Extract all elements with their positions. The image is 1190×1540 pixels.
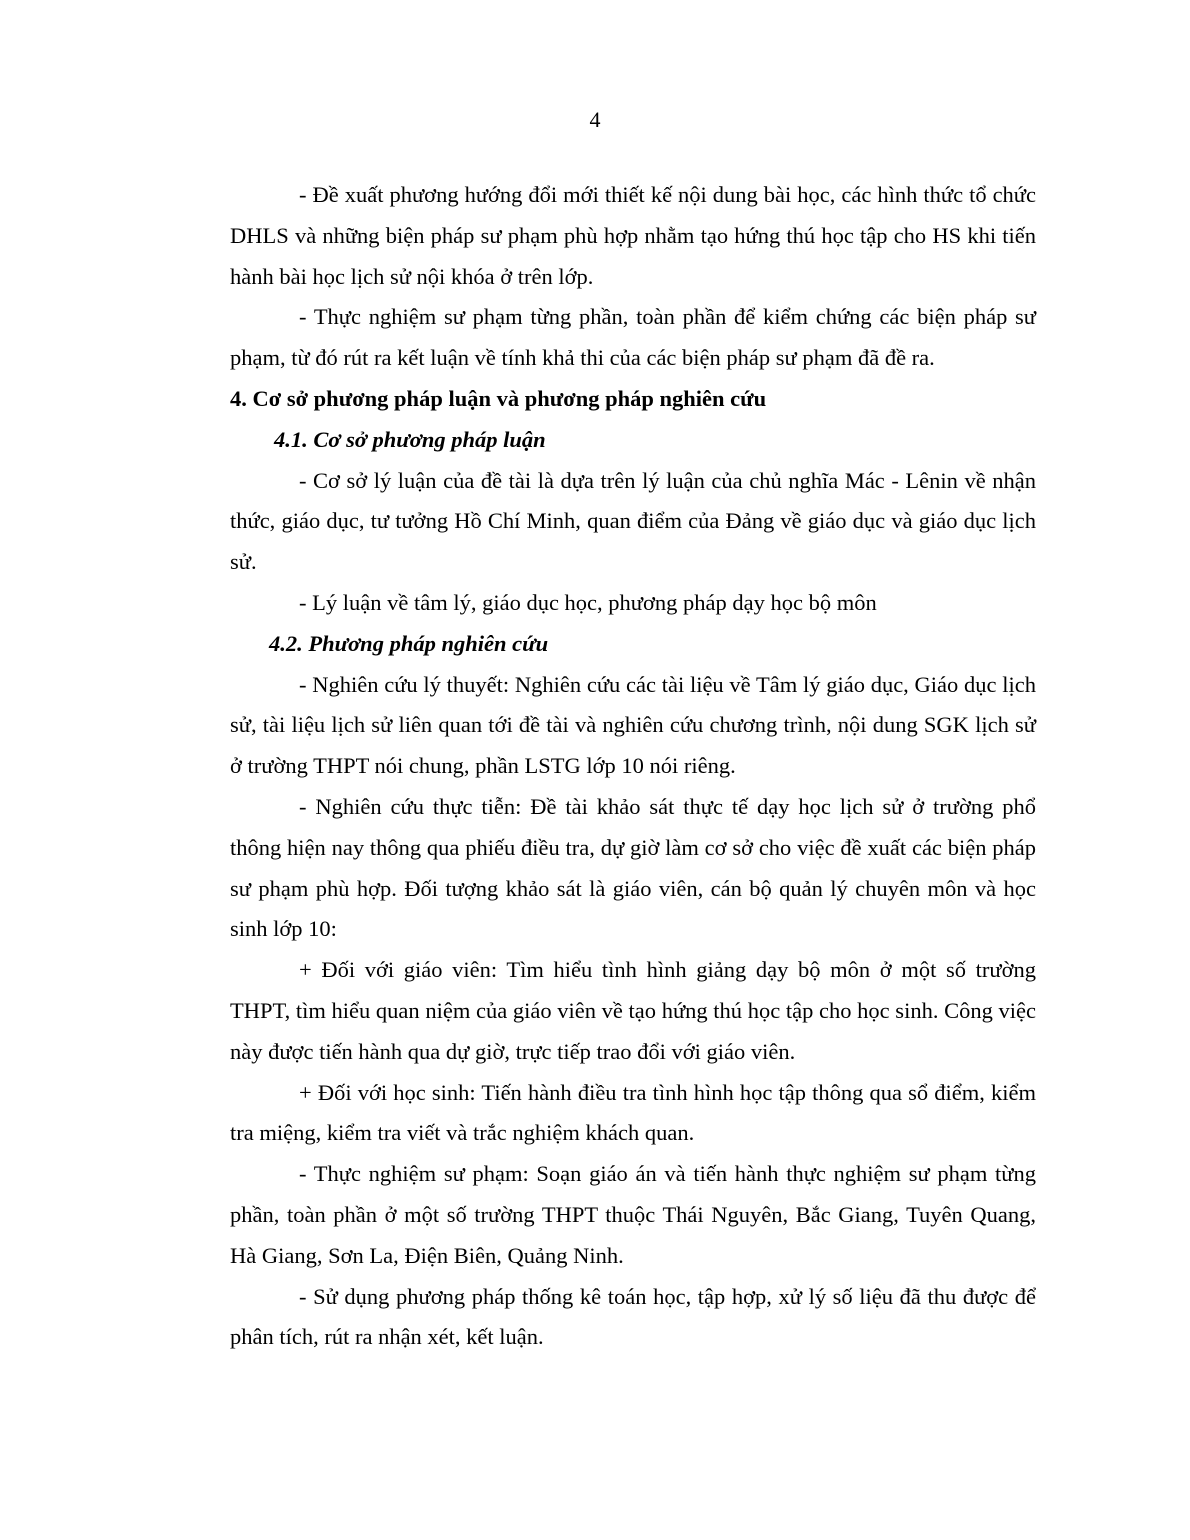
section-heading-4: 4. Cơ sở phương pháp luận và phương pháp nghiên cứu bbox=[230, 385, 767, 411]
paragraph-proposal: - Đề xuất phương hướng đổi mới thiết kế nội dung bài học, các hình thức tổ chức DHLS và những biện pháp sư phạm phù hợp nhằm tạo hứng thú học tập cho HS khi tiến hành bài học lịch sử nội khóa ở trên lớp. bbox=[230, 182, 1036, 289]
document-body bbox=[230, 175, 1036, 1358]
paragraph-psychology: - Lý luận về tâm lý, giáo dục học, phương pháp dạy học bộ môn bbox=[299, 589, 877, 615]
subsection-heading-4-1: 4.1. Cơ sở phương pháp luận bbox=[274, 426, 546, 452]
paragraph-statistics: - Sử dụng phương pháp thống kê toán học, tập hợp, xử lý số liệu đã thu được để phân tích, rút ra nhận xét, kết luận. bbox=[230, 1283, 1036, 1350]
paragraph-pedagogical-experiment: - Thực nghiệm sư phạm: Soạn giáo án và tiến hành thực nghiệm sư phạm từng phần, toàn phần ở một số trường THPT thuộc Thái Nguyên, Bắc Giang, Tuyên Quang, Hà Giang, Sơn La, Điện Biên, Quảng Ninh. bbox=[230, 1161, 1036, 1268]
paragraph-practical-research: - Nghiên cứu thực tiễn: Đề tài khảo sát thực tế dạy học lịch sử ở trường phổ thông hiện nay thông qua phiếu điều tra, dự giờ làm cơ sở cho việc đề xuất các biện pháp sư phạm phù hợp. Đối tượng khảo sát là giáo viên, cán bộ quản lý chuyên môn và học sinh lớp 10: bbox=[230, 793, 1036, 942]
paragraph-teachers: + Đối với giáo viên: Tìm hiểu tình hình giảng dạy bộ môn ở một số trường THPT, tìm hiểu quan niệm của giáo viên về tạo hứng thú học tập cho học sinh. Công việc này được tiến hành qua dự giờ, trực tiếp trao đổi với giáo viên. bbox=[230, 957, 1036, 1064]
paragraph-theory-basis: - Cơ sở lý luận của đề tài là dựa trên lý luận của chủ nghĩa Mác - Lênin về nhận thức, giáo dục, tư tưởng Hồ Chí Minh, quan điểm của Đảng về giáo dục và giáo dục lịch sử. bbox=[230, 467, 1036, 575]
paragraph-students: + Đối với học sinh: Tiến hành điều tra tình hình học tập thông qua sổ điểm, kiểm tra miệng, kiểm tra viết và trắc nghiệm khách quan. bbox=[230, 1079, 1036, 1146]
subsection-heading-4-2: 4.2. Phương pháp nghiên cứu bbox=[269, 630, 549, 656]
page-number: 4 bbox=[589, 107, 601, 132]
paragraph-experiment: - Thực nghiệm sư phạm từng phần, toàn phần để kiểm chứng các biện pháp sư phạm, từ đó rút ra kết luận về tính khả thi của các biện pháp sư phạm đã đề ra. bbox=[230, 304, 1036, 371]
paragraph-theoretical-research: - Nghiên cứu lý thuyết: Nghiên cứu các tài liệu về Tâm lý giáo dục, Giáo dục lịch sử, tài liệu lịch sử liên quan tới đề tài và nghiên cứu chương trình, nội dung SGK lịch sử ở trường THPT nói chung, phần LSTG lớp 10 nói riêng. bbox=[230, 671, 1036, 779]
